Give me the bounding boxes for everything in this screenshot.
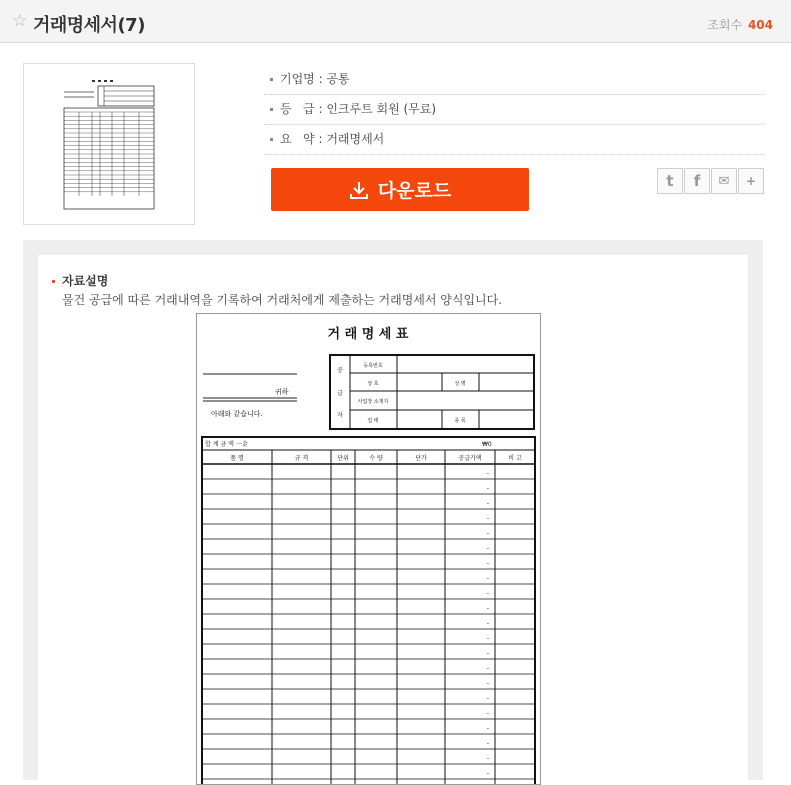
info-summary-label: 요 약 : (280, 132, 327, 146)
view-count (707, 16, 773, 33)
info-grade-label: 등 급 : (280, 102, 327, 116)
doc-row-amount: - (486, 695, 489, 702)
doc-row-amount: - (486, 560, 489, 567)
download-icon (349, 180, 369, 200)
doc-row-amount: - (486, 725, 489, 732)
doc-row-amount: - (486, 575, 489, 582)
view-count-value: 404 (747, 18, 773, 32)
doc-row-amount: - (486, 755, 489, 762)
bullet-icon (270, 138, 273, 141)
doc-row-amount: - (486, 710, 489, 717)
doc-field-item: 종 목 (454, 418, 466, 424)
doc-column-header: 비 고 (508, 455, 522, 462)
doc-row-amount: - (486, 620, 489, 627)
info-summary-value: 거래명세서 (326, 132, 385, 146)
doc-supplier-char-1: 공 (337, 367, 343, 374)
bullet-icon (270, 78, 273, 81)
document-preview (196, 313, 541, 785)
view-count-label: 조회수 (707, 18, 743, 32)
doc-title: 거 래 명 세 표 (327, 327, 409, 342)
doc-notice: 아래와 같습니다. (211, 410, 263, 418)
bullet-icon (52, 280, 55, 283)
info-grade-value: 인크루트 회원 (무료) (326, 102, 437, 116)
page-title: 거래명세서(7) (33, 15, 145, 36)
info-company (264, 65, 764, 95)
doc-column-header: 공급가액 (458, 455, 482, 462)
doc-row-amount: - (486, 530, 489, 537)
document-info (264, 65, 764, 155)
doc-field-owner: 성 명 (454, 381, 466, 387)
info-company-label: 기업명 : (280, 72, 327, 86)
doc-column-header: 단위 (337, 455, 349, 462)
doc-total-value: ₩0 (482, 441, 492, 448)
content-inner (38, 255, 748, 780)
info-company-value: 공통 (326, 72, 350, 86)
doc-supplier-char-2: 급 (337, 390, 343, 397)
twitter-share-button[interactable] (657, 168, 683, 194)
doc-row-amount: - (486, 485, 489, 492)
description-title (52, 272, 108, 289)
doc-row-amount: - (486, 740, 489, 747)
facebook-share-button[interactable] (684, 168, 710, 194)
doc-row-amount: - (486, 545, 489, 552)
email-icon: ✉ (718, 173, 730, 189)
doc-total-label: 합 계 금 액 一金 (205, 441, 248, 448)
info-grade (264, 95, 764, 125)
doc-column-header: 품 명 (230, 455, 244, 462)
bullet-icon (270, 108, 273, 111)
doc-row-amount: - (486, 590, 489, 597)
download-label: 다운로드 (377, 180, 452, 202)
doc-column-header: 단가 (415, 455, 427, 462)
document-preview-image (197, 314, 540, 784)
doc-supplier-char-3: 자 (337, 412, 343, 419)
thumbnail-preview-image (24, 64, 194, 224)
doc-row-amount: - (486, 515, 489, 522)
document-thumbnail[interactable] (23, 63, 195, 225)
doc-row-amount: - (486, 650, 489, 657)
description-title-text: 자료설명 (62, 274, 109, 288)
plus-icon: + (745, 174, 757, 188)
doc-row-amount: - (486, 605, 489, 612)
email-share-button[interactable] (711, 168, 737, 194)
description-text: 물건 공급에 따른 거래내역을 기록하여 거래처에게 제출하는 거래명세서 양식입니다. (62, 293, 503, 307)
more-share-button[interactable] (738, 168, 764, 194)
doc-row-amount: - (486, 470, 489, 477)
content-panel (23, 240, 763, 780)
doc-field-name: 상 호 (367, 381, 379, 387)
doc-field-address: 사업장 소재지 (357, 399, 389, 405)
info-summary (264, 125, 764, 155)
facebook-icon: f (693, 172, 701, 190)
download-button[interactable] (271, 168, 529, 211)
doc-column-header: 수 량 (369, 455, 383, 462)
favorite-star-icon[interactable]: ☆ (12, 11, 28, 31)
twitter-icon: t (666, 172, 674, 190)
doc-field-business: 업 태 (367, 418, 379, 424)
doc-row-amount: - (486, 680, 489, 687)
doc-row-amount: - (486, 665, 489, 672)
doc-recipient-suffix: 귀하 (275, 388, 289, 396)
doc-column-header: 규 격 (294, 455, 309, 462)
doc-row-amount: - (486, 635, 489, 642)
doc-row-amount: - (486, 500, 489, 507)
page-header (0, 0, 791, 43)
doc-field-regno: 등록번호 (363, 363, 383, 369)
doc-row-amount: - (486, 770, 489, 777)
